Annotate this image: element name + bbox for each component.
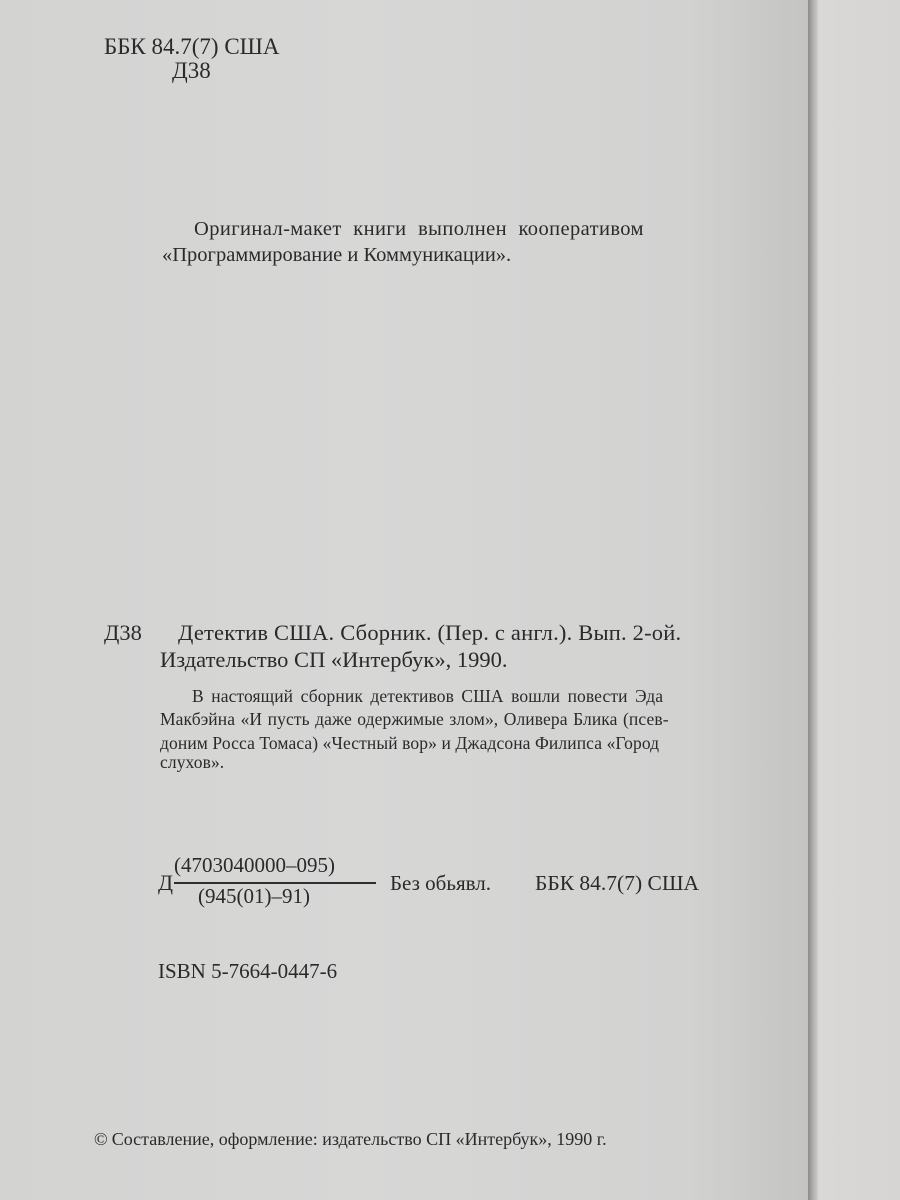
abstract-line2: Макбэйна «И пусть даже одержимые злом», Оливера Блика (псев- — [160, 709, 669, 729]
right-page — [818, 0, 900, 1200]
copyright-sign: © — [94, 1129, 108, 1149]
no-advert-label: Без обьявл. — [390, 871, 491, 895]
index-denominator: (945(01)–91) — [198, 884, 310, 908]
page-gutter — [808, 0, 818, 1200]
isbn: ISBN 5-7664-0447-6 — [158, 959, 338, 983]
catalog-title-line1: Детектив США. Сборник. (Пер. с англ.). Вып. 2-ой. — [178, 620, 682, 645]
abstract-line3: доним Росса Томаса) «Честный вор» и Джадсона Филипса «Город — [160, 733, 660, 753]
header-bbk: ББК 84.7(7) США — [104, 34, 280, 59]
index-numerator: (4703040000–095) — [174, 853, 335, 877]
layout-note-line1: Оригинал-макет книги выполнен кооперативом — [194, 218, 644, 240]
abstract-line1: В настоящий сборник детективов США вошли повести Эда — [192, 686, 664, 706]
index-prefix: Д — [158, 870, 174, 895]
catalog-code: Д38 — [104, 620, 142, 645]
copyright-text: Составление, оформление: издательство СП «Интербук», 1990 г. — [111, 1129, 607, 1149]
footer-bbk: ББК 84.7(7) США — [535, 871, 700, 895]
catalog-title-line2: Издательство СП «Интербук», 1990. — [160, 647, 508, 672]
layout-note-line2: «Программирование и Коммуникации». — [162, 244, 512, 266]
abstract-line4: слухов». — [160, 752, 225, 772]
copyright-line — [94, 1129, 607, 1150]
header-code: Д38 — [172, 58, 211, 83]
